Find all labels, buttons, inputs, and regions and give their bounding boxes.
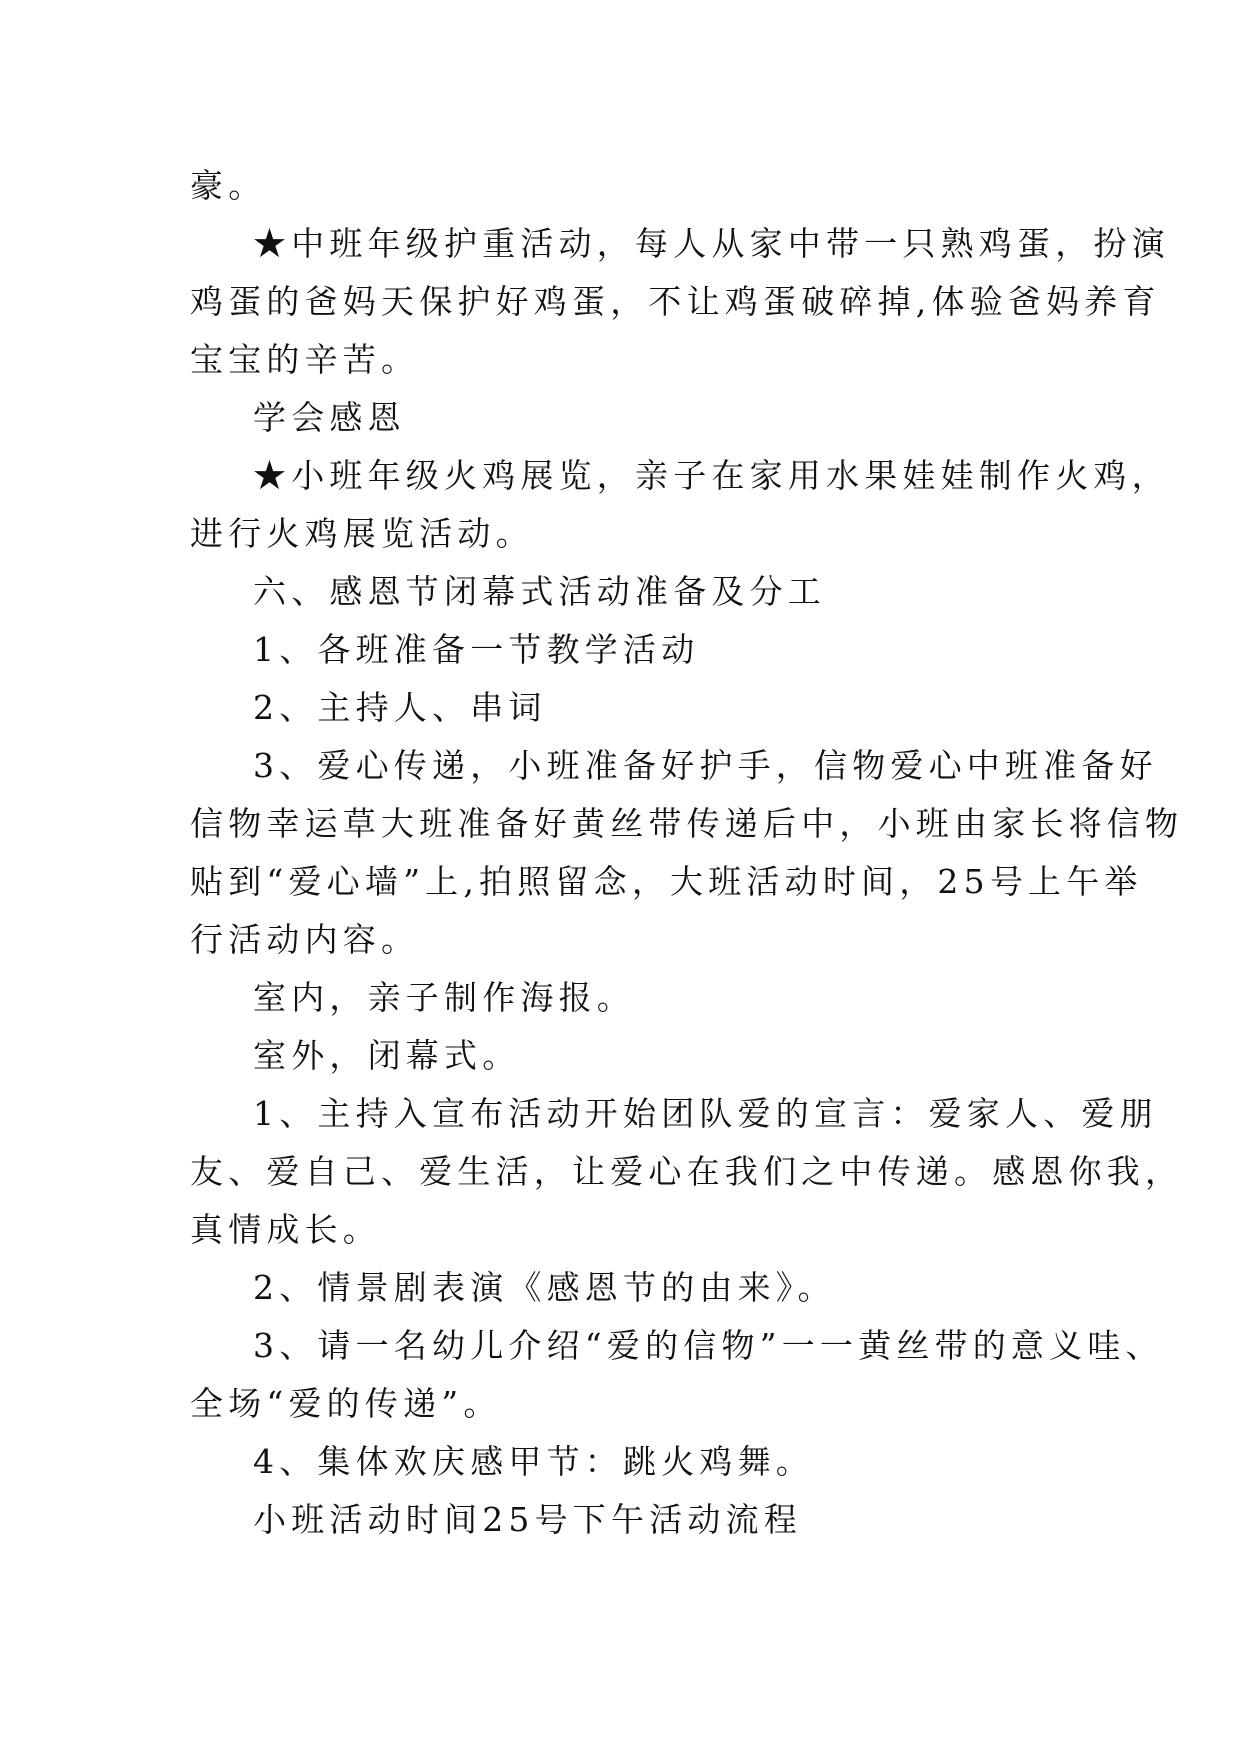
text-line: 豪。: [190, 166, 267, 205]
section-heading: 六、感恩节闭幕式活动准备及分工: [253, 572, 826, 611]
text-line: 行活动内容。: [190, 920, 420, 959]
list-item: 3、爱心传递，小班准备好护手，信物爱心中班准备好: [253, 746, 1158, 785]
list-item: 3、请一名幼儿介绍“爱的信物”一一黄丝带的意义哇、: [253, 1326, 1164, 1365]
text-line: 进行火鸡展览活动。: [190, 514, 534, 553]
text-line: 友、爱自己、爱生活，让爱心在我们之中传递。感恩你我，: [190, 1152, 1184, 1191]
text-line: ★中班年级护重活动，每人从家中带一只熟鸡蛋，扮演: [253, 224, 1170, 263]
list-item: 1、主持入宣布活动开始团队爱的宣言：爱家人、爱朋: [253, 1094, 1158, 1133]
list-item: 4、集体欢庆感甲节：跳火鸡舞。: [253, 1442, 814, 1481]
list-item: 1、各班准备一节教学活动: [253, 630, 700, 669]
text-line: 信物幸运草大班准备好黄丝带传递后中，小班由家长将信物: [190, 804, 1184, 843]
section-heading: 小班活动时间25号下午活动流程: [253, 1500, 802, 1539]
list-item: 2、主持人、串词: [253, 688, 547, 727]
text-line: 真情成长。: [190, 1210, 381, 1249]
list-item: 2、情景剧表演《感恩节的由来》。: [253, 1268, 836, 1307]
text-line: 贴到“爱心墙”上,拍照留念，大班活动时间，25号上午举: [190, 862, 1143, 901]
text-line: 全场“爱的传递”。: [190, 1384, 502, 1423]
section-heading: 学会感恩: [253, 398, 406, 437]
text-line: 宝宝的辛苦。: [190, 340, 420, 379]
text-line: 室外，闭幕式。: [253, 1036, 521, 1075]
text-line: 鸡蛋的爸妈天保护好鸡蛋，不让鸡蛋破碎掉,体验爸妈养育: [190, 282, 1161, 321]
text-line: ★小班年级火鸡展览，亲子在家用水果娃娃制作火鸡，: [253, 456, 1170, 495]
text-line: 室内，亲子制作海报。: [253, 978, 635, 1017]
